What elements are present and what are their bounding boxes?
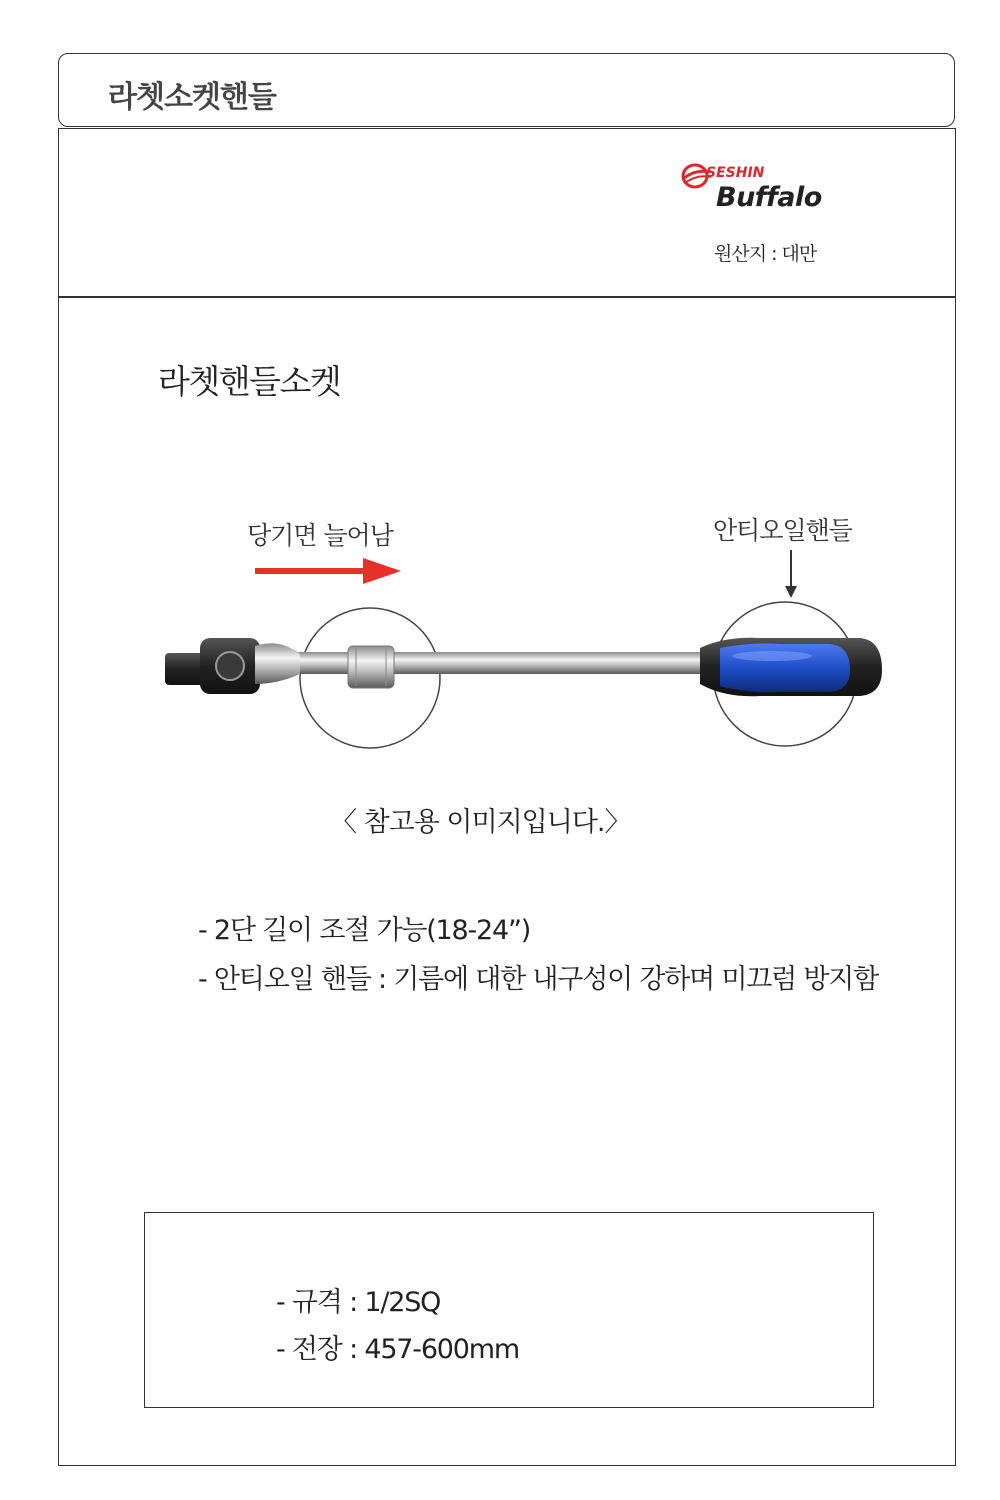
spec-box — [144, 1212, 874, 1408]
feature-anti-oil-handle: - 안티오일 핸들 : 기름에 대한 내구성이 강하며 미끄럼 방지함 — [198, 964, 879, 995]
handle-pointer-arrow-icon — [783, 550, 799, 600]
pull-arrow-icon — [255, 558, 405, 584]
brand-section — [58, 128, 956, 298]
spec-size: - 규격 : 1/2SQ — [276, 1287, 441, 1318]
pull-extend-label: 당기면 늘어남 — [247, 521, 393, 550]
anti-oil-handle-label: 안티오일핸들 — [713, 516, 852, 545]
brand-logo-seshin: SESHIN — [706, 165, 765, 181]
origin-label: 원산지 : 대만 — [714, 243, 817, 265]
spec-length: - 전장 : 457-600mm — [276, 1334, 519, 1365]
feature-length-adjust: - 2단 길이 조절 가능(18-24”) — [198, 915, 531, 946]
brand-logo-buffalo: Buffalo — [716, 182, 822, 213]
product-subtitle: 라쳇핸들소켓 — [158, 362, 341, 401]
ratchet-handle-image — [160, 598, 890, 748]
reference-image-note: 〈 참고용 이미지입니다.〉 — [330, 807, 631, 838]
page-title: 라쳇소켓핸들 — [108, 80, 276, 115]
